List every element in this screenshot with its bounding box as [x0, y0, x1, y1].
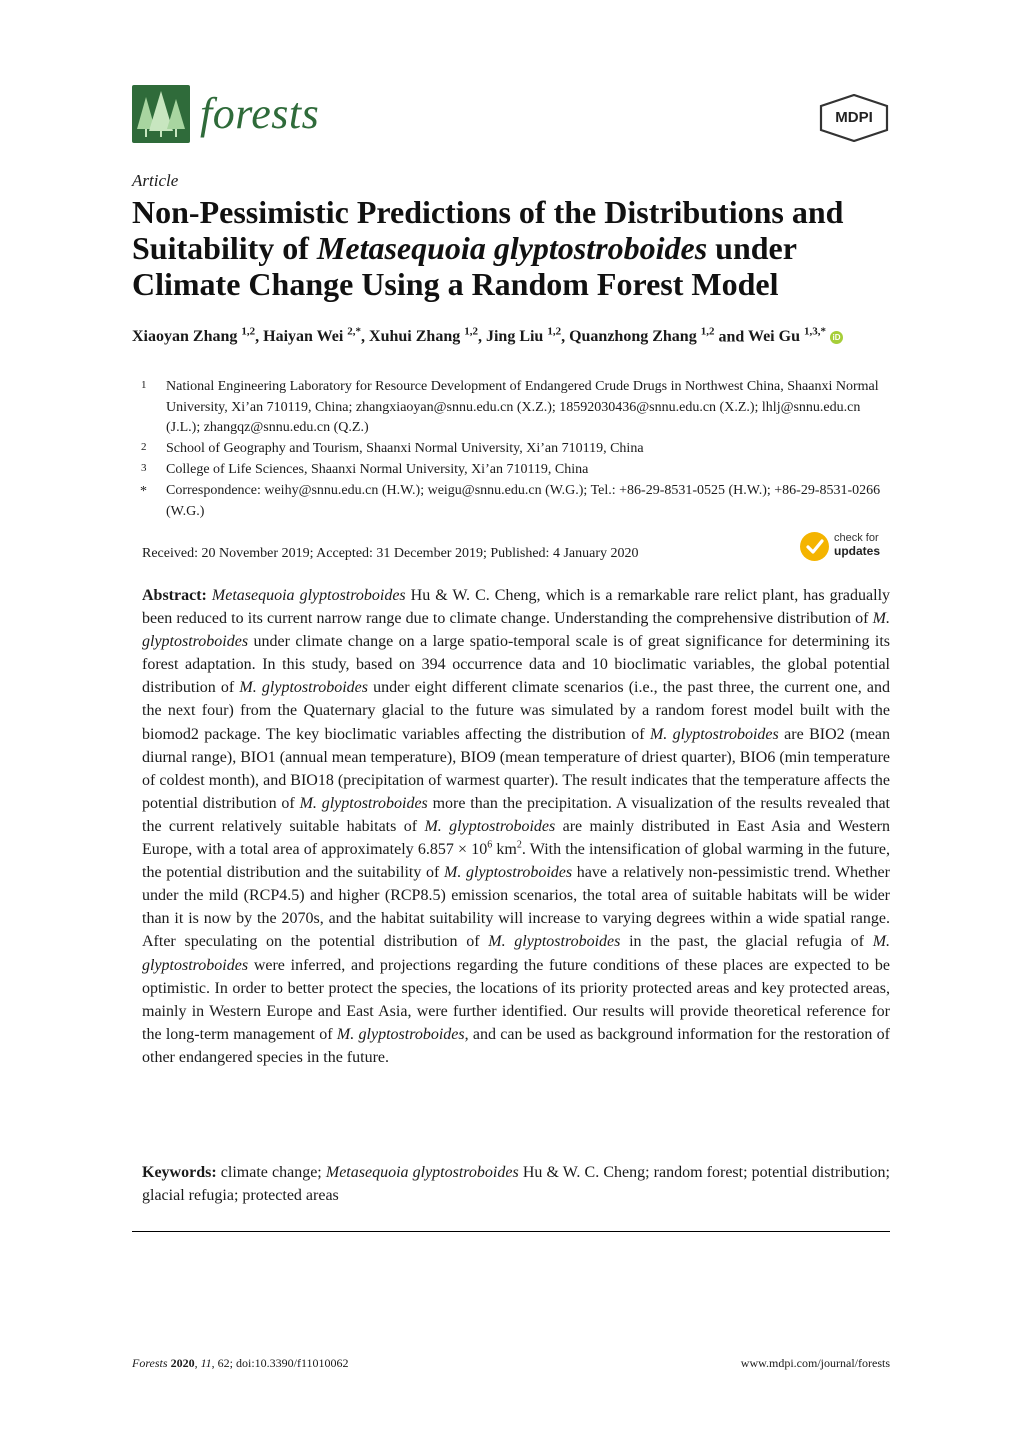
- species-name: M. glyptostroboides: [142, 610, 890, 651]
- author[interactable]: Jing Liu $^{1,2}$: [485, 326, 562, 346]
- title-part1: Non-Pessimistic Predictions of the Distributions and Suitability of: [132, 194, 844, 266]
- journal-name: forests: [200, 89, 320, 138]
- article-type: Article: [132, 171, 179, 190]
- publication-dates: Received: 20 November 2019; Accepted: 31 December 2019; Published: 4 January 2020: [142, 546, 639, 561]
- text-run: , and can be used as background information for the restoration of other endangered species in the future.: [142, 1025, 890, 1066]
- superscript: 6: [487, 839, 493, 851]
- affiliation-text: National Engineering Laboratory for Resource Development of Endangered Crude Drugs in Northwest China, Shaanxi Normal University, Xi’an 710119, China; zhangxiaoyan@snnu.edu.cn (X.Z.); 18592030436@snnu.edu.cn (X.Z.); lhlj@snnu.edu.cn (J.L.); zhangqz@snnu.edu.cn (Q.Z.): [166, 379, 879, 435]
- footer-journal: Forests: [132, 1356, 168, 1370]
- citation-footer: Forests 2020, 11, 62; doi:10.3390/f11010062: [132, 1356, 349, 1370]
- superscript: 2: [516, 839, 522, 851]
- journal-url-link[interactable]: www.mdpi.com/journal/forests: [740, 1356, 890, 1370]
- correspondence-text: Correspondence: weihy@snnu.edu.cn (H.W.); weigu@snnu.edu.cn (W.G.); Tel.: +86-29-8531-0525 (H.W.); +86-29-8531-0266 (W.G.): [166, 483, 881, 519]
- correspondence-mark: *: [140, 484, 147, 499]
- text-run: are BIO2 (mean diurnal range), BIO1 (annual mean temperature), BIO9 (mean temperature of driest quarter), BIO6 (min temperature of coldest month), and BIO18 (precipitation of warmest quarter). The result indicates that the temperature affects the potential distribution of: [142, 725, 891, 812]
- footer-doi: , 62; doi:10.3390/f11010062: [211, 1356, 349, 1370]
- author[interactable]: Xiaoyan Zhang $^{1,2}$: [132, 326, 256, 346]
- author[interactable]: Xuhui Zhang $^{1,2}$: [369, 326, 478, 346]
- species-name: M. glyptostroboides: [444, 864, 573, 882]
- abstract-label: Abstract:: [142, 587, 207, 604]
- footer-year: 2020: [170, 1356, 195, 1370]
- text-run: have a relatively non-pessimistic trend. Whether under the mild (RCP4.5) and higher (RCP8.5) emission scenarios, the total area of suitable habitats will be wider than it is now by the 2070s, and the habitat suitability will increase to varying degrees within a wide spatial range. After speculating on the potential distribution of: [142, 864, 890, 951]
- author-list: Xiaoyan Zhang $^{1,2}$, Haiyan Wei $^{2,*}$, Xuhui Zhang $^{1,2}$, Jing Liu $^{1,2}$, Quanzhong Zhang $^{1,2}$ and Wei Gu $^{1,3,*}$ iD: [132, 320, 892, 349]
- species-name: Metasequoia glyptostroboides: [211, 587, 406, 604]
- updates-label: updates: [834, 544, 881, 558]
- text-run: were inferred, and projections regarding the future conditions of these places are expected to be optimistic. In order to better protect the species, the locations of its priority protected areas and key protected areas, mainly in Western Europe and East Asia, were further identified. Our results will provide theoretical reference for the long-term management of: [142, 956, 890, 1043]
- title-species: Metasequoia glyptostroboides: [316, 230, 708, 266]
- affiliation-number: 1: [141, 379, 147, 391]
- text-run: Hu & W. C. Cheng, which is a remarkable rare relict plant, has gradually been reduced to its current narrow range due to climate change. Understanding the comprehensive distribution of: [142, 587, 891, 628]
- author[interactable]: Wei Gu $^{1,3,*}$: [747, 326, 826, 346]
- text-run: climate change;: [216, 1164, 326, 1181]
- abstract: [142, 584, 890, 1069]
- affiliation-number: 2: [141, 441, 147, 453]
- species-name: M. glyptostroboides: [488, 933, 621, 951]
- publisher-name: MDPI: [835, 109, 873, 126]
- species-name: M. glyptostroboides: [299, 794, 428, 812]
- orcid-icon[interactable]: iD: [830, 331, 843, 344]
- keywords: [142, 1161, 890, 1207]
- journal-logo: [132, 85, 190, 143]
- check-for-updates-button[interactable]: [800, 530, 892, 564]
- species-name: M. glyptostroboides: [336, 1025, 465, 1043]
- publisher-logo: [818, 94, 890, 142]
- check-for-updates-icon: [800, 532, 829, 561]
- author[interactable]: Haiyan Wei $^{2,*}$: [263, 326, 362, 346]
- species-name: M. glyptostroboides: [424, 817, 556, 835]
- divider: [132, 1231, 890, 1232]
- affiliation-number: 3: [141, 462, 147, 474]
- author[interactable]: Quanzhong Zhang $^{1,2}$: [569, 326, 715, 346]
- affiliation-text: School of Geography and Tourism, Shaanxi Normal University, Xi’an 710119, China: [166, 441, 644, 456]
- text-run: . With the intensification of global warming in the future, the potential distribution and the suitability of: [142, 841, 891, 882]
- text-run: more than the precipitation. A visualization of the results revealed that the current relatively suitable habitats of: [142, 794, 890, 835]
- species-name: M. glyptostroboides: [239, 679, 368, 697]
- forest-trees-icon: [132, 85, 190, 143]
- footer-volume: 11: [200, 1356, 212, 1370]
- text-run: under climate change on a large spatio-temporal scale is of great significance for determining its forest adaptation. In this study, based on 394 occurrence data and 10 bioclimatic variables, the global potential distribution of: [142, 633, 890, 697]
- species-name: M. glyptostroboides: [649, 725, 779, 743]
- species-name: Metasequoia glyptostroboides: [325, 1164, 519, 1181]
- text-run: in the past, the glacial refugia of: [620, 933, 873, 951]
- keywords-label: Keywords:: [142, 1164, 217, 1181]
- text-run: Hu & W. C. Cheng; random forest; potential distribution; glacial refugia; protected areas: [142, 1164, 890, 1204]
- title-part2: under Climate Change Using a Random Forest Model: [132, 230, 797, 302]
- text-run: are mainly distributed in East Asia and Western Europe, with a total area of approximately 6.857 × 10: [142, 817, 890, 859]
- affiliation-text: College of Life Sciences, Shaanxi Normal University, Xi’an 710119, China: [166, 462, 589, 477]
- species-name: M. glyptostroboides: [142, 933, 891, 974]
- check-for-label: check for: [834, 532, 879, 544]
- paper-title: [132, 194, 892, 302]
- text-run: km: [492, 841, 517, 859]
- text-run: under eight different climate scenarios (i.e., the past three, the current one, and the next four) from the Quaternary glacial to the future was simulated by a random forest model built with the biomod2 package. The key bioclimatic variables affecting the distribution of: [142, 679, 891, 743]
